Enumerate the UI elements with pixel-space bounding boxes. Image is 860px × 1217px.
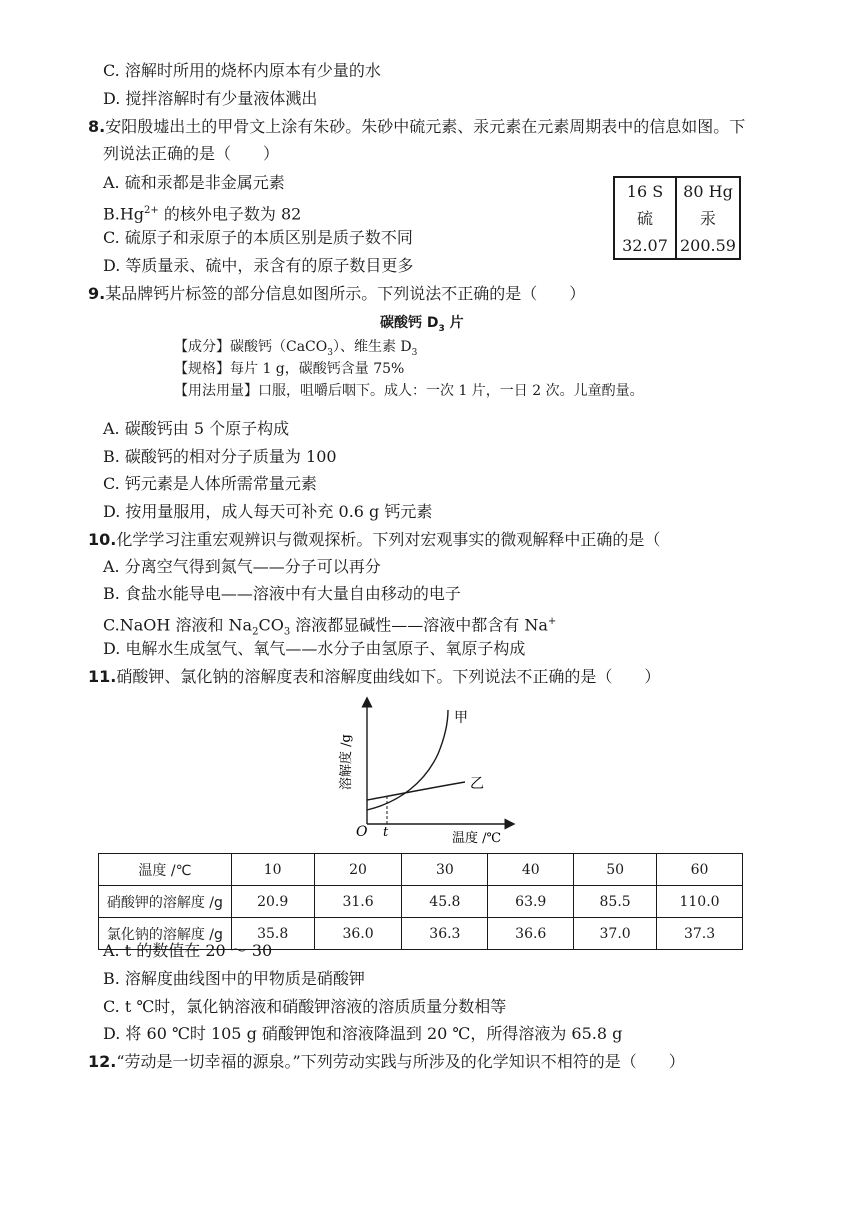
option-b: B. 碳酸钙的相对分子质量为 100 (103, 447, 337, 466)
x-axis-label: 温度 /℃ (452, 831, 502, 846)
table-cell: 110.0 (657, 886, 743, 918)
table-cell: 60 (657, 854, 743, 886)
option-text: B.Hg (103, 204, 145, 224)
subscript: 3 (283, 626, 291, 638)
option-a: A. t 的数值在 20 ～ 30 (103, 941, 273, 960)
question-number: 12. (88, 1052, 117, 1071)
question-number: 8. (88, 117, 106, 136)
label-text: 【成分】碳酸钙（CaCO (174, 339, 328, 355)
question-number: 9. (88, 284, 106, 303)
option-a: A. 硫和汞都是非金属元素 (103, 173, 285, 192)
table-cell: 35.8 (231, 918, 314, 950)
label-title-text: 片 (444, 315, 464, 331)
option-c: C. 硫原子和汞原子的本质区别是质子数不同 (103, 228, 413, 247)
element-mass: 200.59 (680, 236, 736, 255)
table-cell: 36.0 (314, 918, 402, 950)
calcium-label-title (380, 312, 464, 334)
option-text: 溶液都显碱性——溶液中都含有 Na (290, 615, 548, 635)
label-usage: 【用法用量】口服，咀嚼后咽下。成人：一次 1 片，一日 2 次。儿童酌量。 (174, 383, 644, 399)
table-cell: 31.6 (314, 886, 402, 918)
question-12-stem (88, 1051, 685, 1073)
table-cell: 37.0 (574, 918, 657, 950)
question-8-stem (88, 116, 745, 138)
option-d: D. 按用量服用，成人每天可补充 0.6 g 钙元素 (103, 502, 433, 521)
t-label: t (383, 825, 389, 840)
label-ingredients (174, 336, 417, 358)
subscript: 3 (411, 347, 418, 358)
solubility-curve-graph (320, 692, 520, 852)
table-cell: 36.6 (488, 918, 574, 950)
subscript: 2 (252, 626, 259, 638)
table-cell: 20 (314, 854, 402, 886)
table-cell: 10 (231, 854, 314, 886)
table-cell: 85.5 (574, 886, 657, 918)
question-number: 11. (88, 667, 117, 686)
option-b: B. 食盐水能导电——溶液中有大量自由移动的电子 (103, 584, 461, 603)
element-number-symbol: 16 S (626, 182, 664, 201)
table-cell: 氯化钠的溶解度 /g (99, 918, 232, 950)
element-name: 汞 (699, 209, 716, 228)
curve-jia (367, 710, 448, 810)
subscript: 3 (327, 347, 333, 358)
option-d: D. 等质量汞、硫中，汞含有的原子数目更多 (103, 256, 414, 275)
question-text: 化学学习注重宏观辨识与微观探析。下列对宏观事实的微观解释中正确的是（ (116, 530, 661, 549)
option-text: 的核外电子数为 82 (158, 204, 302, 224)
question-10-stem (88, 529, 660, 551)
sulfur-element-card (613, 176, 677, 260)
table-cell: 40 (488, 854, 574, 886)
option-c: C. t ℃时，氯化钠溶液和硝酸钾溶液的溶质质量分数相等 (103, 997, 507, 1016)
option-c: C. 钙元素是人体所需常量元素 (103, 474, 317, 493)
option-c: C. 溶解时所用的烧杯内原本有少量的水 (103, 61, 381, 80)
y-axis-label: 溶解度 /g (339, 734, 354, 790)
label-title-text: 碳酸钙 D (380, 315, 439, 331)
element-name: 硫 (636, 209, 653, 228)
solubility-table (98, 853, 743, 950)
superscript: + (547, 616, 557, 627)
element-number-symbol: 80 Hg (683, 182, 733, 201)
origin-label: O (356, 824, 368, 840)
question-11-stem (88, 666, 660, 688)
label-text: ）、维生素 D (332, 339, 412, 355)
option-b (103, 200, 301, 225)
table-cell: 63.9 (488, 886, 574, 918)
table-cell: 20.9 (231, 886, 314, 918)
option-d: D. 将 60 ℃时 105 g 硝酸钾饱和溶液降温到 20 ℃，所得溶液为 65.8 g (103, 1024, 623, 1043)
subscript: 3 (438, 323, 445, 334)
option-text: CO (258, 615, 284, 635)
option-text: C.NaOH 溶液和 Na (103, 615, 253, 635)
table-cell: 37.3 (657, 918, 743, 950)
table-cell: 50 (574, 854, 657, 886)
table-cell: 45.8 (402, 886, 488, 918)
element-mass: 32.07 (622, 236, 668, 255)
curve-jia-label: 甲 (454, 710, 468, 726)
curve-yi-label: 乙 (470, 776, 484, 792)
table-row (99, 886, 743, 918)
superscript: 2+ (144, 205, 159, 216)
label-spec: 【规格】每片 1 g，碳酸钙含量 75% (174, 361, 405, 377)
table-cell: 温度 /℃ (99, 854, 232, 886)
table-header-row (99, 854, 743, 886)
table-cell: 36.3 (402, 918, 488, 950)
question-text: 某品牌钙片标签的部分信息如图所示。下列说法不正确的是（ ） (105, 284, 586, 303)
mercury-element-card (675, 176, 741, 260)
option-d: D. 搅拌溶解时有少量液体溅出 (103, 89, 318, 108)
question-text: “劳动是一切幸福的源泉。”下列劳动实践与所涉及的化学知识不相符的是（ ） (116, 1052, 685, 1071)
table-cell: 硝酸钾的溶解度 /g (99, 886, 232, 918)
question-number: 10. (88, 530, 117, 549)
question-text: 安阳殷墟出土的甲骨文上涂有朱砂。朱砂中硫元素、汞元素在元素周期表中的信息如图。下 (105, 117, 746, 136)
question-9-stem (88, 283, 585, 305)
option-b: B. 溶解度曲线图中的甲物质是硝酸钾 (103, 969, 365, 988)
question-text: 硝酸钾、氯化钠的溶解度表和溶解度曲线如下。下列说法不正确的是（ ） (116, 667, 661, 686)
table-cell: 30 (402, 854, 488, 886)
option-d: D. 电解水生成氢气、氧气——水分子由氢原子、氧原子构成 (103, 639, 526, 658)
option-a: A. 碳酸钙由 5 个原子构成 (103, 419, 290, 438)
option-a: A. 分离空气得到氮气——分子可以再分 (103, 557, 381, 576)
question-8-stem-line2: 列说法正确的是（ ） (103, 144, 280, 163)
